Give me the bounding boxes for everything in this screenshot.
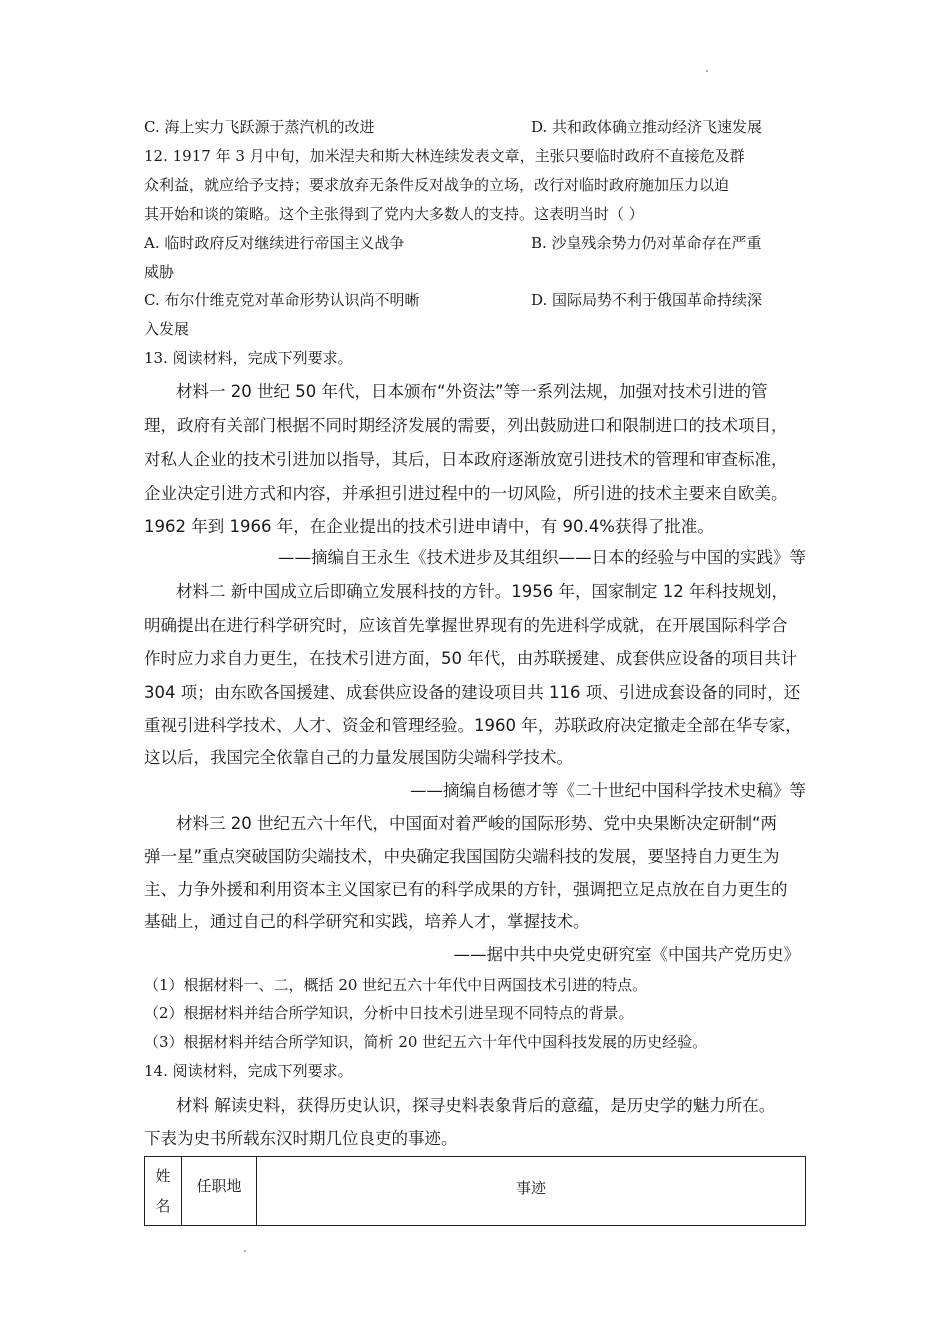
q12-stem-line-3: 其开始和谈的策略。这个主张得到了党内大多数人的支持。这表明当时（ ） (144, 205, 644, 223)
table-header-name-char-2: 名 (155, 1197, 171, 1215)
q12-option-a: A. 临时政府反对继续进行帝国主义战争 (144, 234, 405, 252)
q14-material-line-2: 下表为史书所载东汉时期几位良吏的事迹。 (144, 1129, 458, 1148)
q11-option-c: C. 海上实力飞跃源于蒸汽机的改进 (144, 118, 375, 136)
q12-stem-line-2: 众利益，就应给予支持；要求放弃无条件反对战争的立场，改行对临时政府施加压力以迫 (144, 176, 730, 194)
q13-material-3-line-2: 弹一星”重点突破国防尖端技术，中央确定我国国防尖端科技的发展，要坚持自力更生为 (144, 847, 780, 866)
q14-title: 14. 阅读材料，完成下列要求。 (144, 1062, 353, 1080)
q12-option-b-continued: 威胁 (144, 263, 175, 281)
q12-option-c: C. 布尔什维克党对革命形势认识尚不明晰 (144, 291, 420, 309)
q13-material-3-source: ——据中共中央党史研究室《中国共产党历史》 (453, 945, 800, 964)
bottom-dot-mark (244, 1250, 246, 1252)
q13-subquestion-2: （2）根据材料并结合所学知识，分析中日技术引进呈现不同特点的背景。 (144, 1004, 634, 1022)
table-header-name (145, 1157, 182, 1226)
q13-material-3-line-1: 材料三 20 世纪五六十年代，中国面对着严峻的国际形势、党中央果断决定研制“两 (176, 814, 778, 833)
q13-material-2-line-3: 作时应力求自力更生，在技术引进方面，50 年代，由苏联援建、成套供应设备的项目共计 (144, 649, 798, 668)
q13-material-2-line-5: 重视引进科学技术、人才、资金和管理经验。1960 年，苏联政府决定撤走全部在华专家， (144, 716, 802, 735)
q13-subquestion-3: （3）根据材料并结合所学知识，简析 20 世纪五六十年代中国科技发展的历史经验。 (144, 1033, 708, 1051)
q13-title: 13. 阅读材料，完成下列要求。 (144, 349, 353, 367)
q13-material-1-line-4: 企业决定引进方式和内容，并承担引进过程中的一切风险，所引进的技术主要来自欧美。 (144, 484, 788, 503)
table-header-deeds: 事迹 (257, 1157, 806, 1226)
q12-stem-line-1: 12. 1917 年 3 月中旬，加米涅夫和斯大林连续发表文章，主张只要临时政府不直接危及群 (144, 147, 745, 165)
q14-table (144, 1156, 806, 1226)
q13-material-1-line-5: 1962 年到 1966 年，在企业提出的技术引进申请中，有 90.4%获得了批准。 (144, 517, 714, 536)
q13-material-2-line-2: 明确提出在进行科学研究时，应该首先掌握世界现有的先进科学成就，在开展国际科学合 (144, 616, 788, 635)
q13-material-3-line-3: 主、力争外援和利用资本主义国家已有的科学成果的方针，强调把立足点放在自力更生的 (144, 880, 788, 899)
q12-option-b: B. 沙皇残余势力仍对革命存在严重 (531, 234, 762, 252)
table-header-row (145, 1157, 806, 1226)
q13-material-2-source: ——摘编自杨德才等《二十世纪中国科学技术史稿》等 (410, 781, 806, 800)
q13-material-2-line-4: 304 项；由东欧各国援建、成套供应设备的建设项目共 116 项、引进成套设备的同时，还 (144, 683, 801, 702)
q12-option-d: D. 国际局势不利于俄国革命持续深 (531, 291, 763, 309)
q13-material-2-line-6: 这以后，我国完全依靠自己的力量发展国防尖端科学技术。 (144, 748, 573, 767)
top-dot-mark (706, 70, 708, 72)
q13-material-1-line-1: 材料一 20 世纪 50 年代，日本颁布“外资法”等一系列法规，加强对技术引进的管 (176, 382, 768, 401)
q14-material-line-1: 材料 解读史料，获得历史认识，探寻史料表象背后的意蕴，是历史学的魅力所在。 (176, 1096, 776, 1115)
table-header-place: 任职地 (182, 1157, 257, 1226)
q11-option-d: D. 共和政体确立推动经济飞速发展 (531, 118, 763, 136)
q12-option-d-continued: 入发展 (144, 320, 190, 338)
q13-subquestion-1: （1）根据材料一、二，概括 20 世纪五六十年代中日两国技术引进的特点。 (144, 976, 648, 994)
table-header-name-char-1: 姓 (155, 1167, 171, 1185)
q13-material-1-line-3: 对私人企业的技术引进加以指导，其后，日本政府逐渐放宽引进技术的管理和审查标准， (144, 450, 788, 469)
q13-material-2-line-1: 材料二 新中国成立后即确立发展科技的方针。1956 年，国家制定 12 年科技规划， (176, 582, 788, 601)
q13-material-1-source: ——摘编自王永生《技术进步及其组织——日本的经验与中国的实践》等 (278, 548, 806, 567)
q13-material-3-line-4: 基础上，通过自己的科学研究和实践，培养人才，掌握技术。 (144, 912, 590, 931)
q13-material-1-line-2: 理，政府有关部门根据不同时期经济发展的需要，列出鼓励进口和限制进口的技术项目， (144, 416, 788, 435)
